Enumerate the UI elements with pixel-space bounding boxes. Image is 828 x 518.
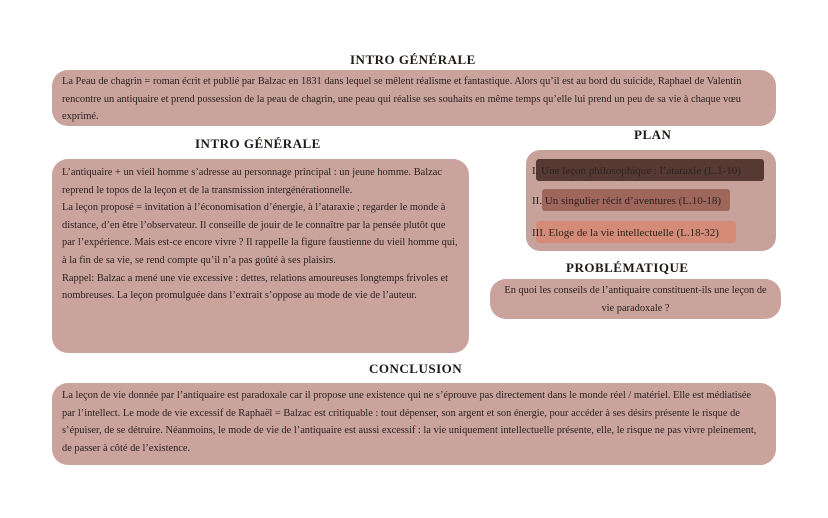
intro-heading-top: INTRO GÉNÉRALE [350,52,476,67]
plan-item-2-text: II. Un singulier récit d’aventures (L.10-18) [532,195,722,207]
plan-item-1 [532,163,741,181]
intro-heading-left: INTRO GÉNÉRALE [195,136,321,151]
plan-box [526,150,776,251]
intro-left-paragraph-2: La leçon proposé = invitation à l’économisation d’énergie, à l’ataraxie ; regarder le monde à distance, d’en être l’observateur. Il conseille de jouir de le connaître par la pensée plutôt que par l’expérience. Mais est-ce encore vivre ? Il rappelle la figure faustienne du vieil homme qui, à la fin de sa vie, se rend compte qu’il n’a pas goûté à ses plaisirs. [62,202,458,266]
intro-box-top [52,70,776,126]
problematique-heading: PROBLÉMATIQUE [566,260,689,275]
problematique-text: En quoi les conseils de l’antiquaire constituent-ils une leçon de vie paradoxale ? [504,285,767,314]
plan-heading: PLAN [634,127,672,142]
intro-left-paragraph-3: Rappel: Balzac a mené une vie excessive : dettes, relations amoureuses longtemps frivoles et nombreuses. La leçon promulguée dans l’extrait s’oppose au mode de vie de l’auteur. [62,272,449,302]
intro-text-top: La Peau de chagrin = roman écrit et publié par Balzac en 1831 dans lequel se mêlent réalisme et fantastique. Alors qu’il est au bord du suicide, Raphael de Valentin rencontre un antiquaire et prend possession de la peau de chagrin, une peau qui réalise ses souhaits en même temps qu’elle lui prend un peu de sa vie à chaque vœu exprimé. [62,76,742,123]
plan-item-1-text: I. Une leçon philosophique : l’ataraxie (L.1-10) [532,165,741,177]
intro-left-paragraph-1: L’antiquaire + un vieil homme s’adresse au personnage principal : un jeune homme. Balzac reprend le topos de la leçon et de la transmission intergénérationnelle. [62,167,442,196]
plan-item-3-text: III. Eloge de la vie intellectuelle (L.18-32) [532,227,719,239]
plan-item-3 [532,225,719,243]
conclusion-text: La leçon de vie donnée par l’antiquaire est paradoxale car il propose une existence qui ne s’éprouve pas directement dans le monde réel / matériel. Elle est médiatisée par l’intellect. Le mode de vie excessif de Raphaël = Balzac est critiquable : tout dépenser, son argent et son énergie, pour accéder à ses désirs présente le risque de s’épuiser, de se détruire. Néanmoins, le mode de vie de l’antiquaire est aussi excessif : la vie uniquement intellectuelle présente, elle, le risque ne pas vivre pleinement, de passer à côté de l’existence. [62,390,757,454]
conclusion-box [52,383,776,465]
plan-item-2 [532,193,721,211]
conclusion-heading: CONCLUSION [369,361,463,376]
intro-box-left [52,159,469,353]
problematique-box [490,279,781,319]
